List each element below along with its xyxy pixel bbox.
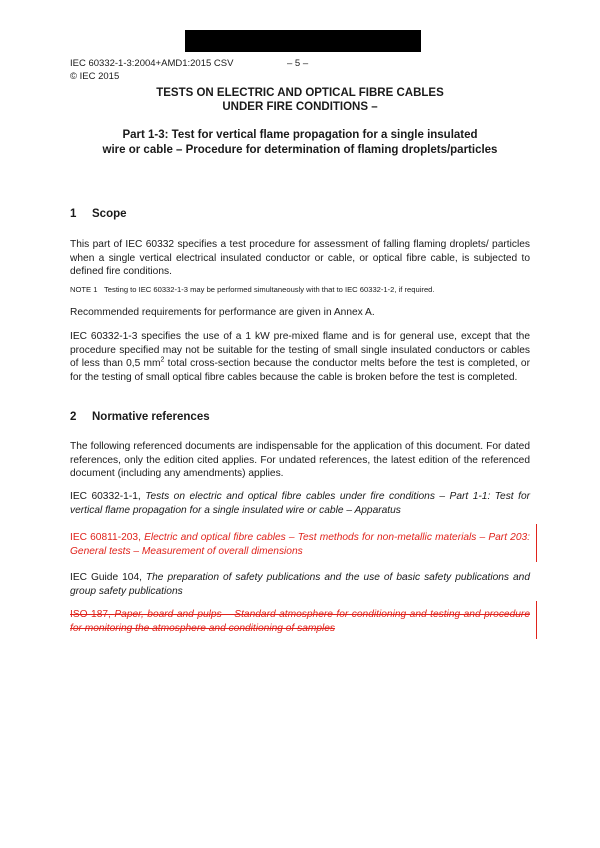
reference-item-deleted bbox=[70, 608, 530, 635]
reference-item-added bbox=[70, 531, 530, 558]
section-title: Scope bbox=[92, 208, 127, 220]
document-title bbox=[70, 86, 530, 114]
reference-title: Electric and optical fibre cables – Test methods for non-metallic materials – Part 203: General tests – Measurement of overall dimensions bbox=[70, 532, 531, 557]
section-number: 1 bbox=[70, 208, 77, 220]
scope-paragraph-3-part-b: total cross-section because the conductor melts before the test is completed, or for the testing of small optical fibre cables because the cable is broken before the test is completed. bbox=[70, 358, 530, 383]
section-1-heading bbox=[70, 208, 127, 220]
change-bar bbox=[536, 601, 537, 639]
superscript: 2 bbox=[160, 356, 165, 364]
subtitle-line-1: Part 1-3: Test for vertical flame propagation for a single insulated bbox=[122, 129, 478, 141]
scope-note bbox=[70, 284, 530, 295]
page-header bbox=[70, 57, 309, 83]
reference-title: Tests on electric and optical fibre cables under fire conditions – Part 1-1: Test for vertical flame propagation for a single insulated wire or cable – Apparatus bbox=[70, 491, 530, 516]
subtitle-line-2: wire or cable – Procedure for determination of flaming droplets/particles bbox=[102, 143, 498, 156]
reference-item bbox=[70, 571, 530, 598]
page-number: – 5 – bbox=[287, 58, 309, 69]
reference-code: IEC 60811-203, bbox=[70, 532, 145, 543]
references-intro: The following referenced documents are indispensable for the application of this document. For dated references, only the edition cited applies. For undated references, the latest edition of the referenced document (including any amendments) applies. bbox=[70, 441, 530, 479]
scope-paragraph-3-part-a: IEC 60332-1-3 specifies the use of a 1 kW pre-mixed flame and is for general use, except that the procedure specified may not be suitable for the testing of small single insulated conductors or cables of less than 0,5 mm bbox=[70, 331, 530, 369]
note-label: NOTE 1 bbox=[70, 285, 98, 294]
scope-paragraph-2: Recommended requirements for performance are given in Annex A. bbox=[70, 307, 375, 318]
reference-code: IEC Guide 104, bbox=[70, 572, 146, 583]
scope-paragraph-1: This part of IEC 60332 specifies a test procedure for assessment of falling flaming droplets/ particles when a single vertical electrical insulated conductor or cable, or optical fibre cable, is subjected to defined fire conditions. bbox=[70, 239, 530, 277]
section-2-heading bbox=[70, 411, 210, 423]
reference-code: IEC 60332-1-1, bbox=[70, 491, 146, 502]
reference-title: Paper, board and pulps – Standard atmosphere for conditioning and testing and procedure for monitoring the atmosphere and conditioning of samples bbox=[70, 609, 530, 634]
document-subtitle bbox=[60, 128, 540, 157]
reference-item bbox=[70, 490, 530, 517]
section-title: Normative references bbox=[92, 411, 210, 423]
reference-title: The preparation of safety publications and the use of basic safety publications and group safety publications bbox=[70, 572, 530, 597]
scope-paragraph-3 bbox=[70, 330, 530, 384]
copyright-notice: © IEC 2015 bbox=[70, 71, 120, 82]
change-bar bbox=[536, 524, 537, 562]
reference-code: ISO 187, bbox=[70, 609, 115, 620]
title-line-2: UNDER FIRE CONDITIONS – bbox=[222, 101, 378, 113]
document-id: IEC 60332-1-3:2004+AMD1:2015 CSV bbox=[70, 58, 234, 69]
note-text: Testing to IEC 60332-1-3 may be performed simultaneously with that to IEC 60332-1-2, if required. bbox=[104, 285, 435, 294]
title-line-1: TESTS ON ELECTRIC AND OPTICAL FIBRE CABLES bbox=[156, 87, 444, 99]
redaction-bar bbox=[185, 30, 421, 52]
section-number: 2 bbox=[70, 411, 77, 423]
